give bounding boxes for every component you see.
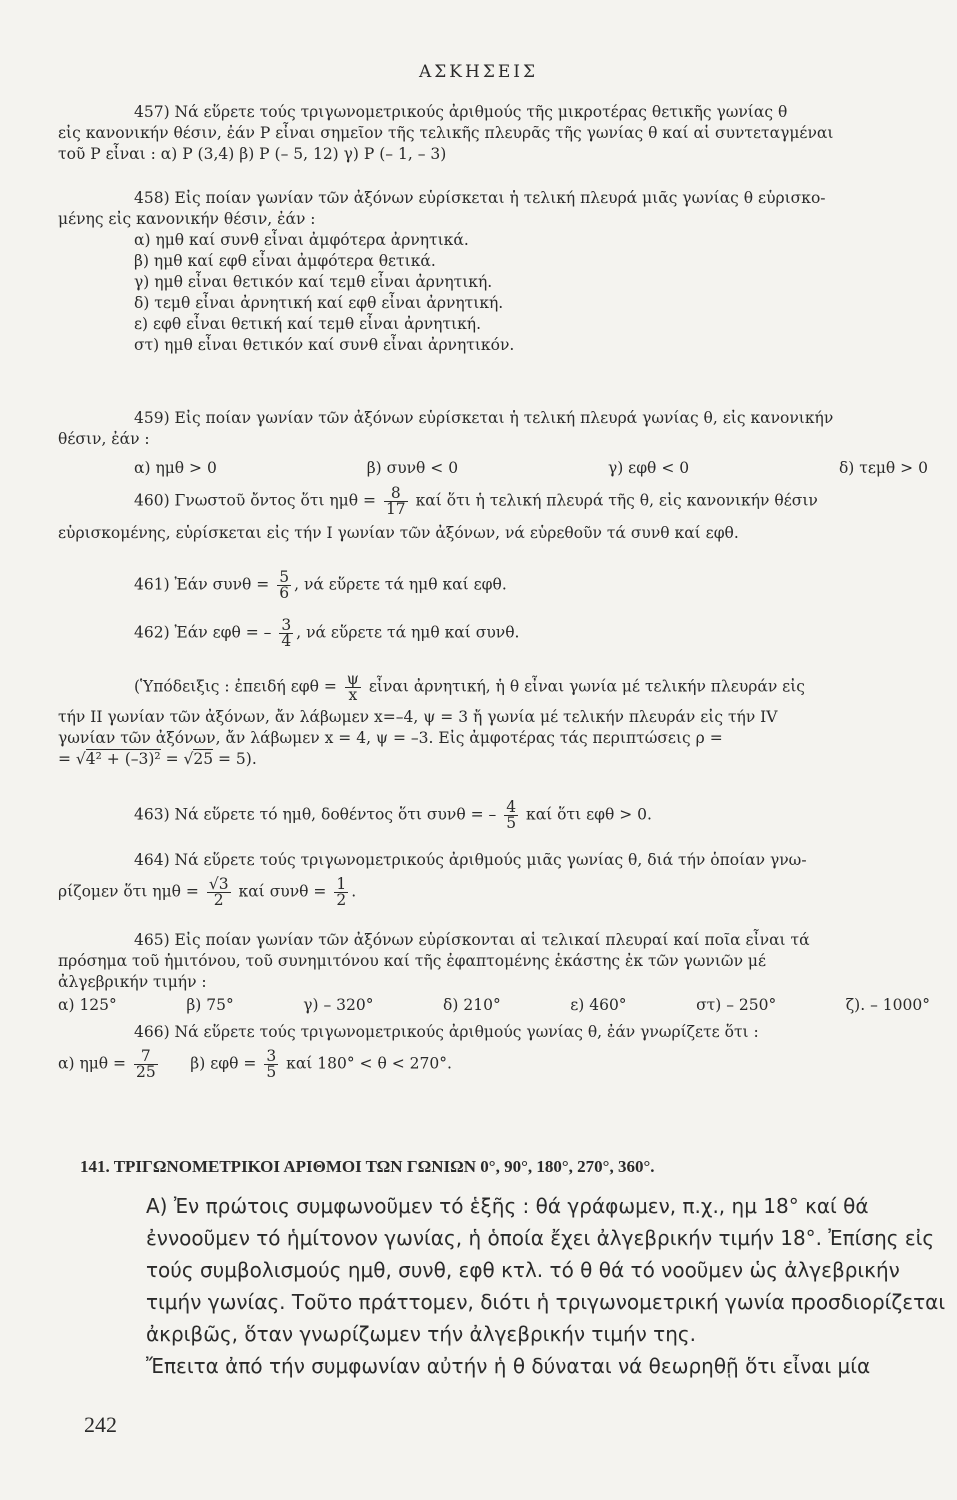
fraction: $\frac{8}{17}$: [385, 484, 406, 518]
option: γ) – 320°: [303, 996, 374, 1014]
list-item: γ) ημθ εἶναι θετικόν καί τεμθ εἶναι ἀρνητική.: [134, 273, 493, 291]
option: γ) εφθ < 0: [607, 459, 690, 477]
option: ζ). – 1000°: [845, 996, 930, 1014]
exercise-462: 462) Ἐάν εφθ = – $\frac{3}{4}$ , νά εὕρετε τά ημθ καί συνθ.: [134, 616, 520, 650]
option: δ) 210°: [443, 996, 501, 1014]
fraction: $\frac{√3}{2}$: [208, 875, 229, 909]
option: δ) τεμθ > 0: [838, 459, 928, 477]
option: β) συνθ < 0: [366, 459, 459, 477]
fraction: $\frac{3}{5}$: [266, 1047, 277, 1081]
fraction: $\frac{7}{25}$: [136, 1047, 156, 1081]
exercise-466: 466) Νά εὕρετε τούς τριγωνομετρικούς ἀριθμούς γωνίας θ, ἐάν γνωρίζετε ὅτι : α) ημθ = $\frac{7}{25}$ β) εφθ = $\frac{3}{5}$ καί 180° < θ < 270°.: [58, 1023, 759, 1081]
list-item: στ) ημθ εἶναι θετικόν καί συνθ εἶναι ἀρνητικόν.: [134, 336, 515, 354]
fraction: $\frac{\psi}{x}$: [346, 670, 359, 704]
list-item: δ) τεμθ εἶναι ἀρνητική καί εφθ εἶναι ἀρνητική.: [134, 294, 504, 312]
option: β) 75°: [186, 996, 234, 1014]
page-number: 242: [84, 1412, 117, 1437]
section-body: [80, 1190, 955, 1382]
exercise-464: 464) Νά εὕρετε τούς τριγωνομετρικούς ἀριθμούς μιᾶς γωνίας θ, διά τήν ὁποίαν γνω- ρίζομεν ὅτι ημθ = $\frac{√3}{2}$ καί συνθ = $\frac{1}{2}$ .: [58, 851, 807, 909]
list-item: α) ημθ καί συνθ εἶναι ἀμφότερα ἀρνητικά.: [134, 231, 469, 249]
fraction: $\frac{3}{4}$: [281, 616, 292, 650]
hint-formula: = √4² + (–3)² = √25 = 5).: [58, 750, 257, 768]
exercise-458: 458) Εἰς ποίαν γωνίαν τῶν ἀξόνων εὑρίσκεται ἡ τελική πλευρά μιᾶς γωνίας θ εὑρισκο- μένης εἰς κανονικήν θέσιν, ἐάν : α) ημθ καί συνθ εἶναι ἀμφότερα ἀρνητικά. β) ημθ καί εφθ εἶναι ἀμφότερα θετικά. γ) ημθ εἶναι θετικόν καί τεμθ εἶναι ἀρνητική. δ) τεμθ εἶναι ἀρνητική καί εφθ εἶναι ἀρνητική. ε) εφθ εἶναι θετική καί τεμθ εἶναι ἀρνητική. στ) ημθ εἶναι θετικόν καί συνθ εἶναι ἀρνητικόν.: [58, 188, 938, 356]
paragraph: Ἔπειτα ἀπό τήν συμφωνίαν αὐτήν ἡ θ δύναται νά θεωρηθῇ ὅτι εἶναι μία: [146, 1354, 871, 1378]
exercise-460: 460) Γνωστοῦ ὄντος ὅτι ημθ = $\frac{8}{17}$ καί ὅτι ἡ τελική πλευρά τῆς θ, εἰς κανονικήν θέσιν εὑρισκομένης, εὑρίσκεται εἰς τήν I γωνίαν τῶν ἀξόνων, νά εὑρεθοῦν τά συνθ καί εφθ.: [58, 484, 818, 542]
fraction: $\frac{1}{2}$: [336, 875, 347, 909]
hint-paragraph: (Ὑπόδειξις : ἐπειδή εφθ = $\frac{\psi}{x}$ εἶναι ἀρνητική, ἡ θ εἶναι γωνία μέ τελικήν πλευράν εἰς τήν II γωνίαν τῶν ἀξόνων, ἄν λάβωμεν x=–4, ψ = 3 ἤ γωνία μέ τελικήν πλευράν εἰς τήν IV γωνίαν τῶν ἀξόνων, ἄν λάβωμεν x = 4, ψ = –3. Εἰς ἀμφοτέρας τάς περιπτώσεις ρ = = √4² + (–3)² = √25 = 5).: [58, 672, 938, 770]
option: α) ημθ > 0: [134, 459, 217, 477]
paragraph: Α) Ἐν πρώτοις συμφωνοῦμεν τό ἑξῆς : θά γράφωμεν, π.χ., ημ 18° καί θά ἐννοοῦμεν τό ἡμίτονον γωνίας, ἡ ὁποία ἔχει ἀλγεβρικήν τιμήν 18°. Ἐπίσης εἰς τούς συμβολισμούς ημθ, συνθ, εφθ κτλ. τό θ θά τό νοοῦμεν ὡς ἀλγεβρικήν τιμήν γωνίας. Τοῦτο πράττομεν, διότι ἡ τριγωνομετρική γωνία προσδιορίζεται ἀκριβῶς, ὅταν γνωρίζωμεν τήν ἀλγεβρικήν τιμήν της.: [146, 1194, 946, 1346]
fraction: $\frac{5}{6}$: [279, 568, 290, 602]
option: στ) – 250°: [696, 996, 777, 1014]
section-heading: 141. ΤΡΙΓΩΝΟΜΕΤΡΙΚΟΙ ΑΡΙΘΜΟΙ ΤΩΝ ΓΩΝΙΩΝ 0°, 90°, 180°, 270°, 360°.: [80, 1157, 655, 1176]
exercises-title: ΑΣΚΗΣΕΙΣ: [419, 62, 538, 82]
exercise-465: 465) Εἰς ποίαν γωνίαν τῶν ἀξόνων εὑρίσκονται αἱ τελικαί πλευραί καί ποῖα εἶναι τά πρόσημα τοῦ ἡμιτόνου, τοῦ συνημιτόνου καί τῆς ἐφαπτομένης ἑκάστης ἐκ τῶν γωνιῶν μέ ἀλγεβρικήν τιμήν : α) 125° β) 75° γ) – 320° δ) 210° ε) 460° στ) – 250° ζ). – 1000°: [58, 931, 930, 1014]
option: α) 125°: [58, 996, 117, 1014]
fraction: $\frac{4}{5}$: [506, 798, 517, 832]
list-item: ε) εφθ εἶναι θετική καί τεμθ εἶναι ἀρνητική.: [134, 315, 482, 333]
exercise-461: 461) Ἐάν συνθ = $\frac{5}{6}$ , νά εὕρετε τά ημθ καί εφθ.: [134, 568, 507, 602]
exercise-459: 459) Εἰς ποίαν γωνίαν τῶν ἀξόνων εὑρίσκεται ἡ τελική πλευρά γωνίας θ, εἰς κανονικήν θέσιν, ἐάν : α) ημθ > 0 β) συνθ < 0 γ) εφθ < 0 δ) τεμθ > 0: [58, 409, 928, 477]
option: ε) 460°: [570, 996, 627, 1014]
exercise-457: 457) Νά εὕρετε τούς τριγωνομετρικούς ἀριθμούς τῆς μικροτέρας θετικῆς γωνίας θ εἰς κανονικήν θέσιν, ἐάν P εἶναι σημεῖον τῆς τελικῆς πλευρᾶς τῆς γωνίας θ καί αἱ συντεταγμέναι τοῦ P εἶναι : α) P (3,4) β) P (– 5, 12) γ) P (– 1, – 3): [58, 103, 834, 163]
list-item: β) ημθ καί εφθ εἶναι ἀμφότερα θετικά.: [134, 252, 436, 270]
exercise-463: 463) Νά εὕρετε τό ημθ, δοθέντος ὅτι συνθ = – $\frac{4}{5}$ καί ὅτι εφθ > 0.: [134, 798, 652, 832]
